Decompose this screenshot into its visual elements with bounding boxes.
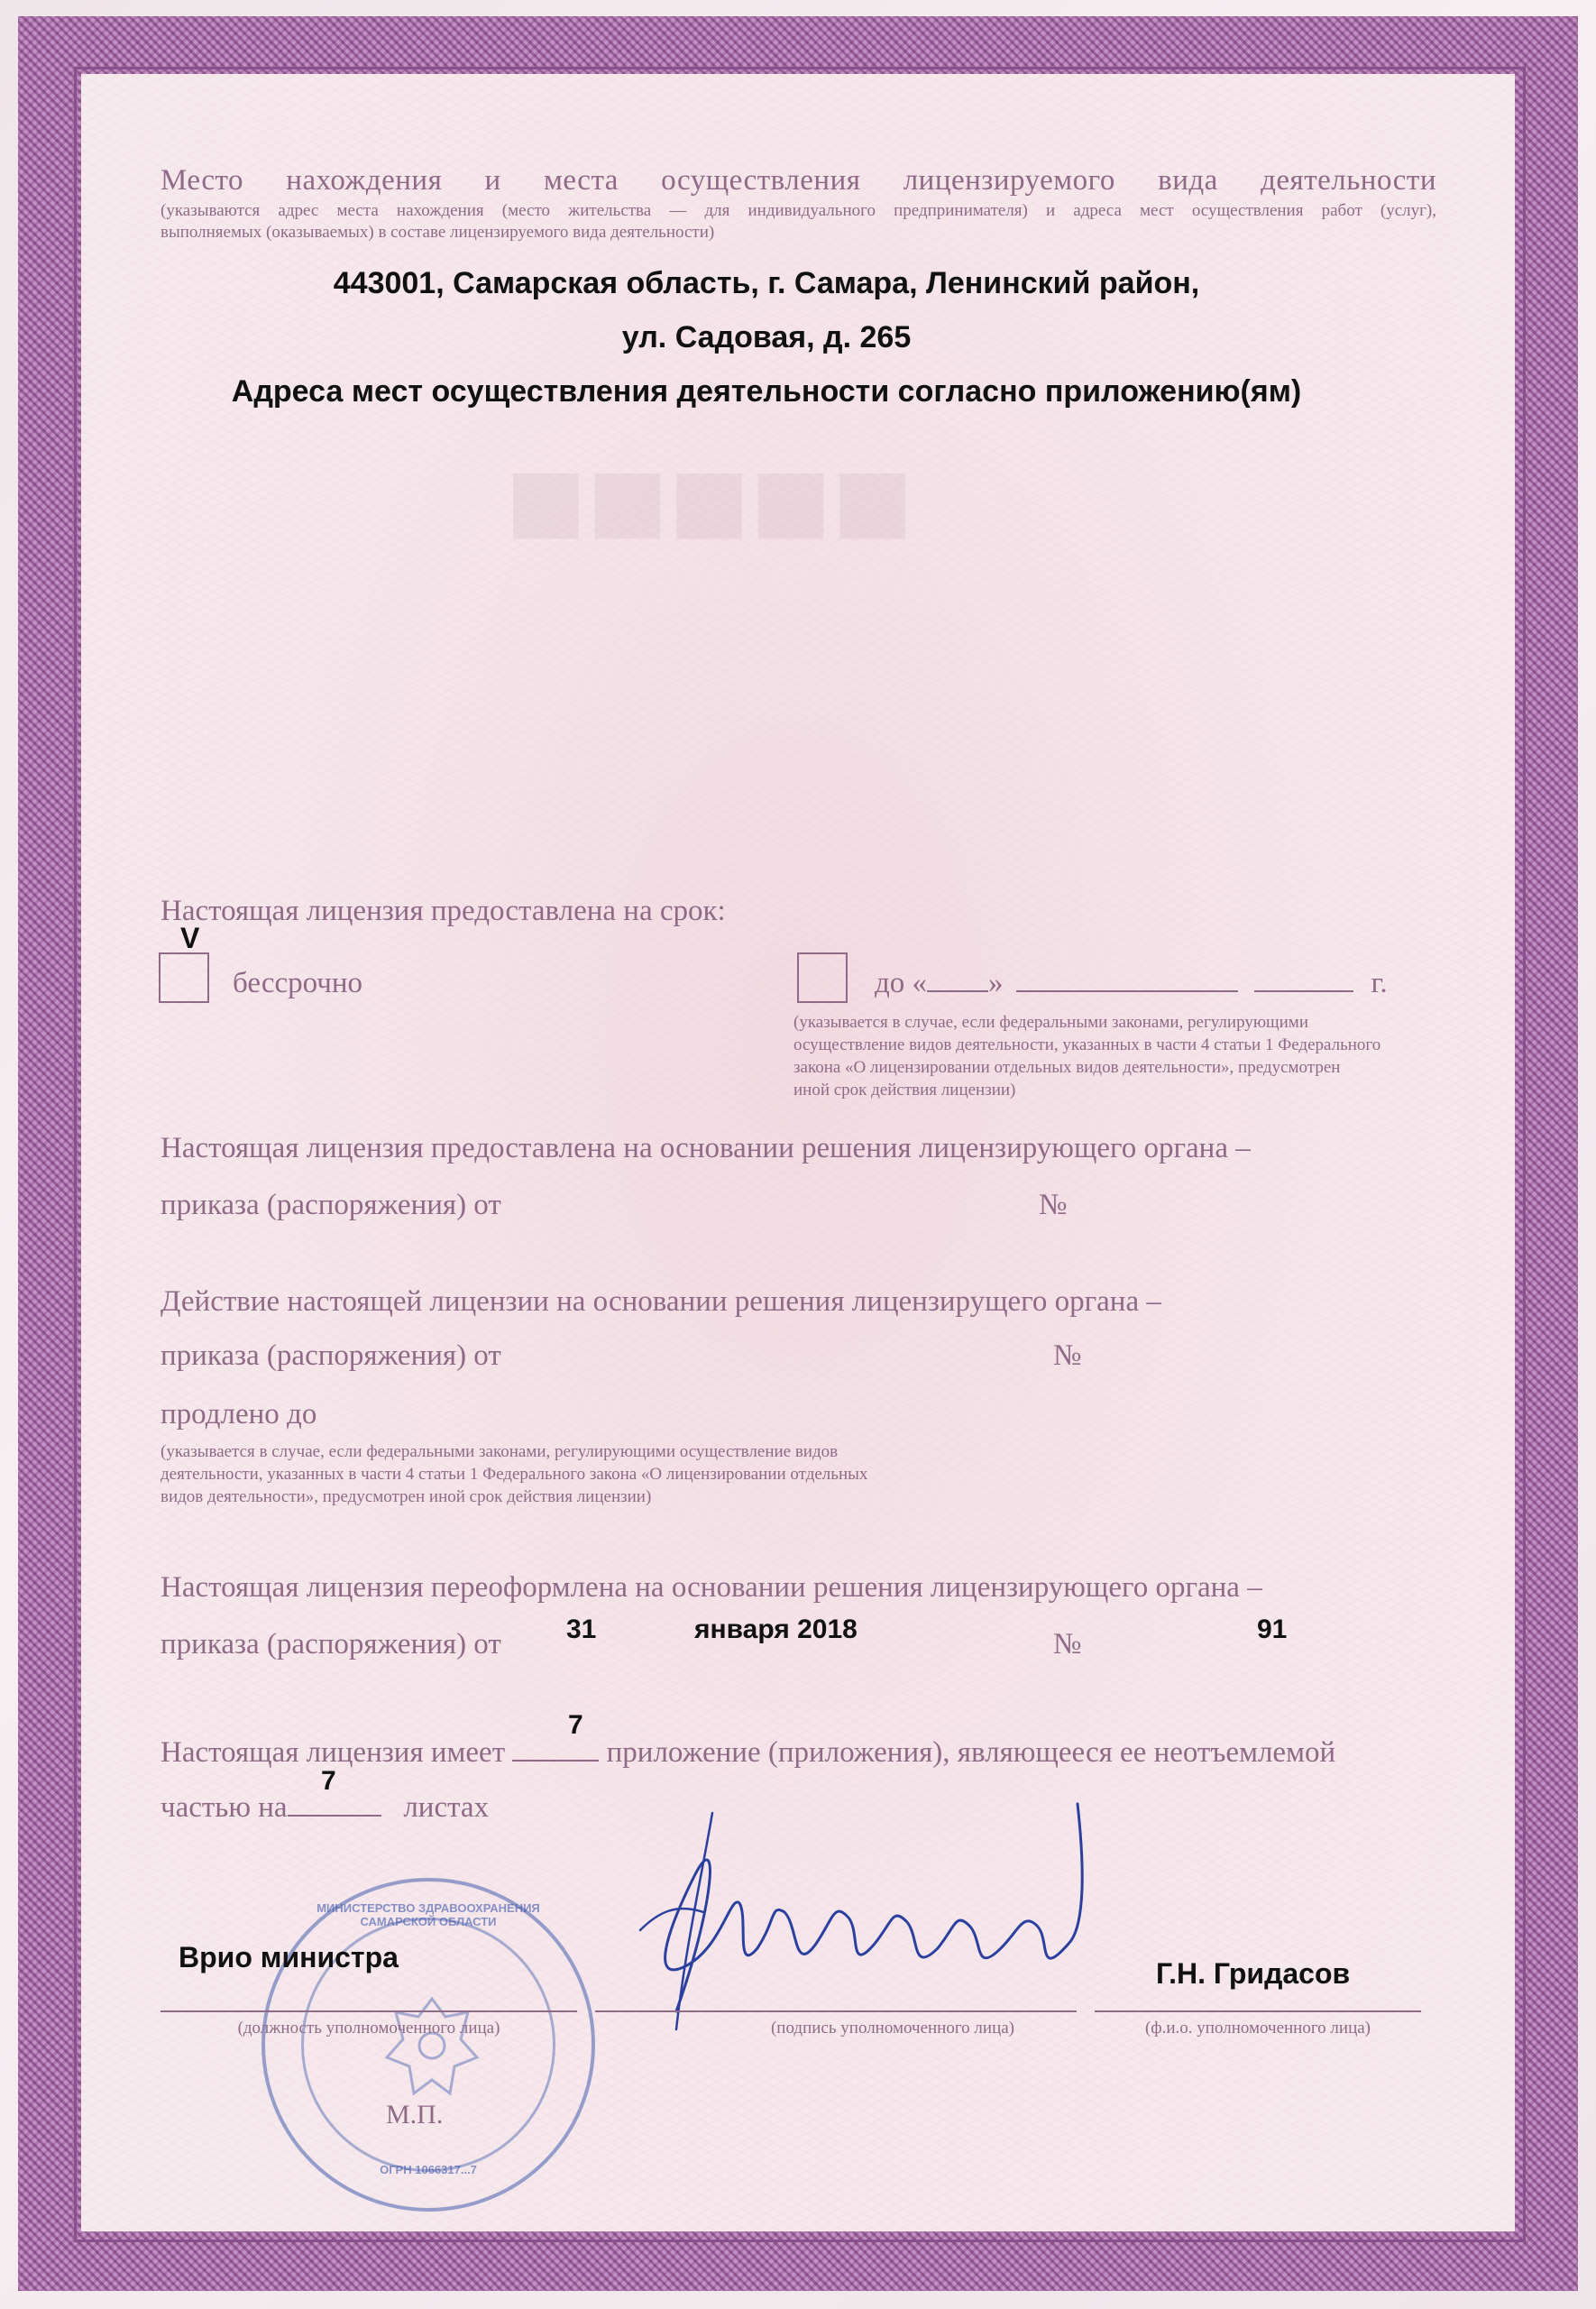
reissue-month-year: января 2018 (694, 1614, 858, 1644)
signature-handwriting (577, 1768, 1100, 2038)
sheets-count: 7 (321, 1766, 336, 1796)
until-year-blank (1254, 967, 1353, 992)
extension-note-line-2: деятельности, указанных в части 4 статьи 1 Федерального закона «О лицензировании отдельных (161, 1465, 868, 1484)
until-date-field (875, 967, 1388, 1000)
sheets-suffix: листах (403, 1791, 490, 1824)
reissue-day: 31 (566, 1614, 597, 1644)
official-stamp (261, 1878, 595, 2212)
appendix-prefix: Настоящая лицензия имеет (161, 1736, 506, 1769)
until-day-blank (927, 967, 988, 992)
appendix-count-blank (512, 1736, 599, 1762)
reissue-number: 91 (1257, 1614, 1288, 1644)
appendix-count: 7 (568, 1710, 583, 1740)
unlimited-checkbox (159, 952, 209, 1003)
until-note-line-4: иной срок действия лицензии) (793, 1081, 1016, 1099)
reissue-order-label: приказа (распоряжения) от (161, 1628, 501, 1660)
name-line (1095, 2010, 1421, 2012)
until-prefix: до « (875, 967, 928, 999)
location-note-line-1: (указываются адрес места нахождения (место жительства — для индивидуального предпринимателя) и адреса мест осуществления работ (услуг), (161, 201, 1436, 220)
position-line (161, 2010, 577, 2012)
basis-line: Настоящая лицензия предоставлена на основании решения лицензирующего органа – (161, 1132, 1251, 1164)
signature-line (595, 2010, 1077, 2012)
extension-line: Действие настоящей лицензии на основании решения лицензирущего органа – (161, 1285, 1161, 1318)
reissue-line: Настоящая лицензия переоформлена на основании решения лицензирующего органа – (161, 1571, 1262, 1604)
term-heading: Настоящая лицензия предоставлена на срок: (161, 895, 726, 927)
until-note-line-3: закона «О лицензировании отдельных видов деятельности», предусмотрен (793, 1058, 1341, 1077)
coat-of-arms-icon (378, 1990, 486, 2107)
appendix-line-1 (161, 1736, 1335, 1770)
extension-note-line-1: (указывается в случае, если федеральными законами, регулирующими осуществление видов (161, 1442, 839, 1461)
location-note-line-2: выполняемых (оказываемых) в составе лицензируемого вида деятельности) (161, 223, 715, 242)
until-quote-close: » (988, 967, 1004, 999)
signature-caption: (подпись уполномоченного лица) (770, 2019, 1014, 2038)
extended-until-label: продлено до (161, 1398, 317, 1430)
year-suffix: г. (1371, 967, 1388, 999)
reissue-number-sign: № (1053, 1628, 1082, 1660)
signer-name: Г.Н. Гридасов (1156, 1957, 1351, 1990)
position-caption: (должность уполномоченного лица) (237, 2019, 500, 2038)
background-watermark: ■■■■■ (505, 427, 914, 576)
until-note-line-2: осуществление видов деятельности, указанных в части 4 статьи 1 Федерального (793, 1035, 1381, 1054)
address-line-2: ул. Садовая, д. 265 (621, 320, 912, 354)
position-title: Врио министра (179, 1941, 399, 1973)
until-note-line-1: (указывается в случае, если федеральными законами, регулирующими (793, 1013, 1309, 1032)
address-line-3: Адреса мест осуществления деятельности согласно приложению(ям) (231, 374, 1302, 409)
basis-order-label: приказа (распоряжения) от (161, 1189, 501, 1221)
stamp-text-id: ОГРН 1066317...7 (380, 2163, 477, 2176)
until-month-blank (1016, 967, 1238, 992)
sheets-prefix: частью на (161, 1791, 288, 1824)
appendix-suffix: приложение (приложения), являющееся ее неотъемлемой (606, 1736, 1336, 1769)
name-caption: (ф.и.о. уполномоченного лица) (1144, 2019, 1371, 2038)
extension-number-sign: № (1053, 1339, 1082, 1372)
stamp-place: М.П. (386, 2100, 444, 2130)
location-heading: Место нахождения и места осуществления лицензируемого вида деятельности (161, 164, 1436, 197)
unlimited-label: бессрочно (233, 967, 363, 999)
until-checkbox (797, 952, 848, 1003)
check-mark: V (180, 922, 200, 954)
extension-note-line-3: видов деятельности», предусмотрен иной срок действия лицензии) (161, 1487, 652, 1506)
address-line-1: 443001, Самарская область, г. Самара, Ленинский район, (333, 266, 1200, 300)
stamp-text-top: МИНИСТЕРСТВО ЗДРАВООХРАНЕНИЯ САМАРСКОЙ ОБЛАСТИ (316, 1901, 540, 1928)
extension-order-label: приказа (распоряжения) от (161, 1339, 501, 1372)
basis-number-sign: № (1039, 1189, 1068, 1221)
